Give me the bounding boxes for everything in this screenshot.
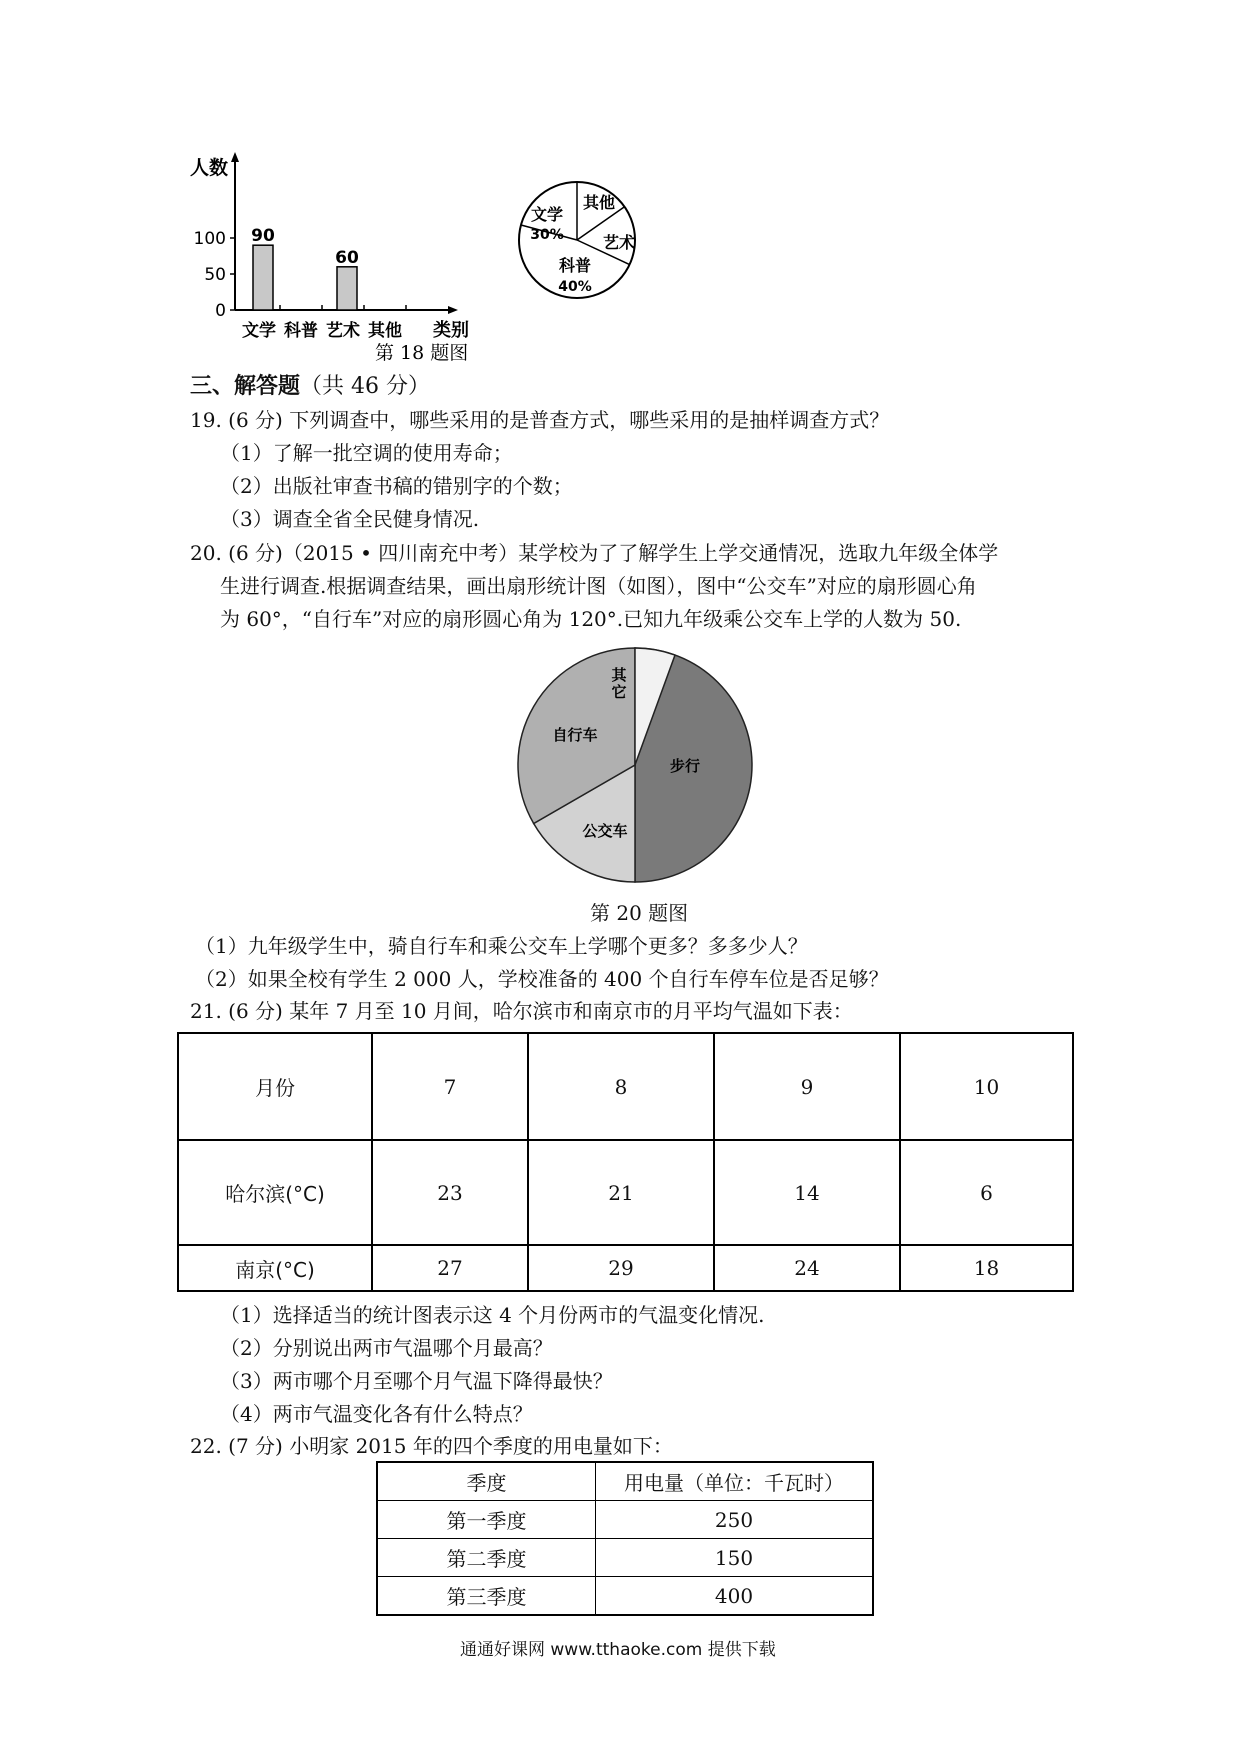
bar-y-axis-label: 人数	[190, 157, 229, 179]
bar	[337, 267, 357, 310]
x-axis-arrow-icon	[448, 306, 458, 314]
bar-x-axis-label: 类别	[433, 320, 469, 341]
q19-item: （1）了解一批空调的使用寿命；	[220, 441, 513, 465]
temperature-table	[177, 1032, 1074, 1292]
pie-slice-label: 其它	[611, 666, 627, 701]
x-tick-label: 艺术	[326, 321, 360, 341]
bar-data-label: 60	[335, 247, 359, 268]
table-row	[377, 1539, 873, 1577]
bar-data-label: 90	[251, 226, 275, 247]
pie-percent-label: 40%	[558, 279, 592, 295]
q22-stem: 22. (7 分) 小明家 2015 年的四个季度的用电量如下：	[190, 1434, 673, 1458]
y-tick-label: 50	[204, 265, 226, 285]
q20-stem-line: 生进行调查.根据调查结果，画出扇形统计图（如图），图中“公交车”对应的扇形圆心角	[220, 574, 977, 598]
q20-stem-line: 20. (6 分)（2015 • 四川南充中考）某学校为了了解学生上学交通情况，选取九年级全体学	[190, 541, 999, 565]
section-title: 三、解答题	[190, 373, 301, 399]
y-tick-label: 100	[193, 229, 226, 249]
q20-caption: 第 20 题图	[590, 901, 689, 925]
pie-slice-label: 其他	[582, 193, 616, 212]
pie-slice-label: 自行车	[552, 726, 598, 744]
pie-slice-label: 公交车	[582, 822, 628, 840]
q20-pie-chart	[510, 640, 760, 890]
q20-stem-line: 为 60°，“自行车”对应的扇形圆心角为 120°.已知九年级乘公交车上学的人数为 50.	[220, 607, 962, 631]
table-cell: 14	[714, 1140, 900, 1245]
pie-slice-label: 科普	[558, 256, 592, 275]
table-cell: 18	[900, 1245, 1073, 1291]
table-cell: 150	[596, 1539, 874, 1577]
table-cell: 南京(°C)	[178, 1245, 372, 1291]
q21-item: （2）分别说出两市气温哪个月最高？	[220, 1336, 553, 1360]
q19-item: （3）调查全省全民健身情况.	[220, 507, 480, 531]
table-header-cell: 季度	[377, 1462, 596, 1501]
table-row	[178, 1140, 1073, 1245]
table-header-cell: 7	[372, 1033, 528, 1140]
table-cell: 6	[900, 1140, 1073, 1245]
table-cell: 第一季度	[377, 1501, 596, 1539]
q21-item: （4）两市气温变化各有什么特点？	[220, 1402, 533, 1426]
table-cell: 24	[714, 1245, 900, 1291]
table-cell: 27	[372, 1245, 528, 1291]
page-footer: 通通好课网 www.tthaoke.com 提供下载	[460, 1640, 776, 1660]
q18-bar-chart	[190, 152, 469, 341]
table-cell: 第三季度	[377, 1577, 596, 1616]
q18-pie-chart	[519, 182, 635, 298]
y-tick-label: 0	[215, 301, 226, 321]
q21-item: （1）选择适当的统计图表示这 4 个月份两市的气温变化情况.	[220, 1303, 765, 1327]
table-row	[377, 1462, 873, 1501]
q19-item: （2）出版社审查书稿的错别字的个数；	[220, 474, 573, 498]
table-cell: 29	[528, 1245, 714, 1291]
table-row	[377, 1577, 873, 1616]
table-cell: 23	[372, 1140, 528, 1245]
q18-figure	[180, 150, 680, 380]
q19-stem: 19. (6 分) 下列调查中，哪些采用的是普查方式，哪些采用的是抽样调查方式？	[190, 408, 890, 432]
q20-item: （2）如果全校有学生 2 000 人，学校准备的 400 个自行车停车位是否足够？	[195, 967, 889, 991]
pie-slice-label: 步行	[669, 757, 701, 775]
table-header-cell: 9	[714, 1033, 900, 1140]
table-header-cell: 月份	[178, 1033, 372, 1140]
table-row	[178, 1245, 1073, 1291]
table-header-cell: 8	[528, 1033, 714, 1140]
x-tick-label: 文学	[242, 321, 276, 341]
x-tick-label: 其他	[368, 321, 402, 341]
table-header-cell: 10	[900, 1033, 1073, 1140]
table-cell: 第二季度	[377, 1539, 596, 1577]
table-row	[178, 1033, 1073, 1140]
section-heading	[190, 373, 430, 400]
electricity-table	[376, 1461, 874, 1616]
table-row	[377, 1501, 873, 1539]
section-score: （共 46 分）	[300, 374, 430, 399]
x-tick-label: 科普	[284, 321, 318, 341]
pie-percent-label: 30%	[530, 227, 564, 243]
table-cell: 21	[528, 1140, 714, 1245]
q18-caption: 第 18 题图	[375, 342, 469, 364]
table-cell: 250	[596, 1501, 874, 1539]
q21-item: （3）两市哪个月至哪个月气温下降得最快？	[220, 1369, 613, 1393]
table-cell: 400	[596, 1577, 874, 1616]
table-cell: 哈尔滨(°C)	[178, 1140, 372, 1245]
q20-item: （1）九年级学生中，骑自行车和乘公交车上学哪个更多？多多少人？	[195, 934, 808, 958]
table-header-cell: 用电量（单位：千瓦时）	[596, 1462, 874, 1501]
y-axis-arrow-icon	[231, 152, 239, 162]
pie-slice-label: 文学	[530, 205, 564, 224]
q21-stem: 21. (6 分) 某年 7 月至 10 月间，哈尔滨市和南京市的月平均气温如下表：	[190, 999, 853, 1023]
bar	[253, 245, 273, 310]
pie-slice-label: 艺术	[602, 233, 636, 252]
